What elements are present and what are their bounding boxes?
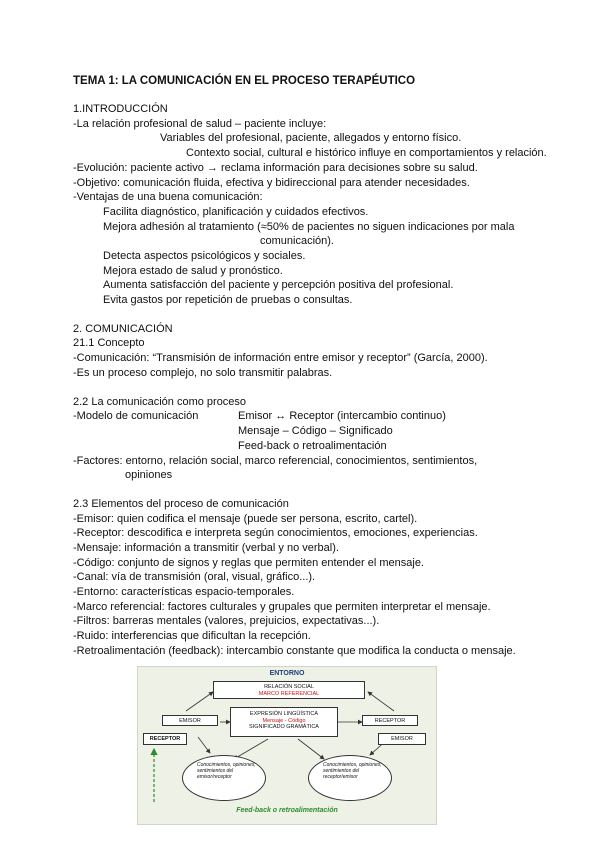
text-line: -La relación profesional de salud – paciente incluye: bbox=[73, 118, 327, 130]
relacion-social-label: RELACIÓN SOCIAL bbox=[264, 684, 314, 690]
text-line: -Mensaje: información a transmitir (verbal y no verbal). bbox=[73, 542, 339, 554]
text-line: -Emisor: quien codifica el mensaje (puede ser persona, escrito, cartel). bbox=[73, 513, 418, 525]
list-item: Mejora adhesión al tratamiento (≈50% de pacientes no siguen indicaciones por mala bbox=[103, 221, 515, 233]
text-line: -Marco referencial: factores culturales y grupales que permiten interpretar el mensaje. bbox=[73, 601, 491, 613]
text-line: -Factores: entorno, relación social, marco referencial, conocimientos, sentimientos, bbox=[73, 455, 478, 467]
text-line: Variables del profesional, paciente, allegados y entorno físico. bbox=[160, 132, 462, 144]
text-line: -Código: conjunto de signos y reglas que permiten entender el mensaje. bbox=[73, 557, 424, 569]
list-item-continuation: comunicación). bbox=[260, 235, 334, 247]
ellipse-left: Conocimientos, opiniones, sentimientos del emisor/receptor bbox=[182, 755, 266, 801]
marco-referencial-label: MARCO REFERENCIAL bbox=[258, 690, 320, 697]
expresion-linguistica-box bbox=[230, 707, 338, 737]
text-line: Mensaje – Código – Significado bbox=[238, 425, 393, 437]
expresion-linguistica-label: EXPRESIÓN LINGÜÍSTICA bbox=[249, 711, 319, 717]
list-item: Detecta aspectos psicológicos y sociales. bbox=[103, 250, 306, 262]
text-line: -Comunicación: “Transmisión de información entre emisor y receptor” (García, 2000). bbox=[73, 352, 488, 364]
emisor-box-right: EMISOR bbox=[378, 733, 426, 745]
document-title: TEMA 1: LA COMUNICACIÓN EN EL PROCESO TERAPÉUTICO bbox=[73, 75, 416, 87]
list-item: Evita gastos por repetición de pruebas o consultas. bbox=[103, 294, 353, 306]
text-line: -Modelo de comunicación bbox=[73, 410, 199, 422]
ellipse-right: Conocimientos, opiniones, sentimientos del receptor/emisor bbox=[308, 755, 392, 801]
text-line: -Retroalimentación (feedback): intercambio constante que modifica la conducta o mensaje. bbox=[73, 645, 516, 657]
text-line: -Es un proceso complejo, no solo transmitir palabras. bbox=[73, 367, 333, 379]
receptor-box-left: RECEPTOR bbox=[143, 733, 187, 745]
text-line: Contexto social, cultural e histórico influye en comportamientos y relación. bbox=[186, 147, 547, 159]
section-heading-introduccion: 1.INTRODUCCIÓN bbox=[73, 103, 168, 115]
subsection-heading: 2.3 Elementos del proceso de comunicación bbox=[73, 498, 289, 510]
mensaje-codigo-label: Mensaje - Código bbox=[262, 717, 306, 724]
text-line: -Receptor: descodifica e interpreta según conocimientos, emociones, experiencias. bbox=[73, 527, 478, 539]
text-line: Emisor ↔ Receptor (intercambio continuo) bbox=[238, 410, 446, 422]
text-line: -Objetivo: comunicación fluida, efectiva y bidireccional para atender necesidades. bbox=[73, 177, 470, 189]
text-line: Feed-back o retroalimentación bbox=[238, 440, 387, 452]
feedback-label: Feed-back o retroalimentación bbox=[236, 807, 338, 814]
text-line: opiniones bbox=[125, 469, 173, 481]
text-line: -Evolución: paciente activo → reclama información para decisiones sobre su salud. bbox=[73, 162, 478, 174]
receptor-box-right: RECEPTOR bbox=[362, 715, 418, 726]
text-line: -Filtros: barreras mentales (valores, prejuicios, expectativas...). bbox=[73, 615, 380, 627]
entorno-label: ENTORNO bbox=[269, 670, 305, 677]
text-line: -Entorno: características espacio-temporales. bbox=[73, 586, 295, 598]
list-item: Facilita diagnóstico, planificación y cuidados efectivos. bbox=[103, 206, 369, 218]
subsection-heading: 2.2 La comunicación como proceso bbox=[73, 396, 247, 408]
list-item: Aumenta satisfacción del paciente y percepción positiva del profesional. bbox=[103, 279, 454, 291]
relacion-social-box bbox=[213, 681, 365, 699]
list-item: Mejora estado de salud y pronóstico. bbox=[103, 265, 283, 277]
text-line: -Ruido: interferencias que dificultan la recepción. bbox=[73, 630, 311, 642]
section-heading-comunicacion: 2. COMUNICACIÓN bbox=[73, 323, 173, 335]
emisor-box-left: EMISOR bbox=[162, 715, 218, 726]
text-line: -Ventajas de una buena comunicación: bbox=[73, 191, 263, 203]
subsection-heading: 21.1 Concepto bbox=[73, 337, 145, 349]
text-line: -Canal: vía de transmisión (oral, visual, gráfico...). bbox=[73, 571, 316, 583]
communication-diagram bbox=[137, 666, 437, 825]
significado-label: SIGNIFICADO GRAMÁTICA bbox=[249, 724, 319, 730]
